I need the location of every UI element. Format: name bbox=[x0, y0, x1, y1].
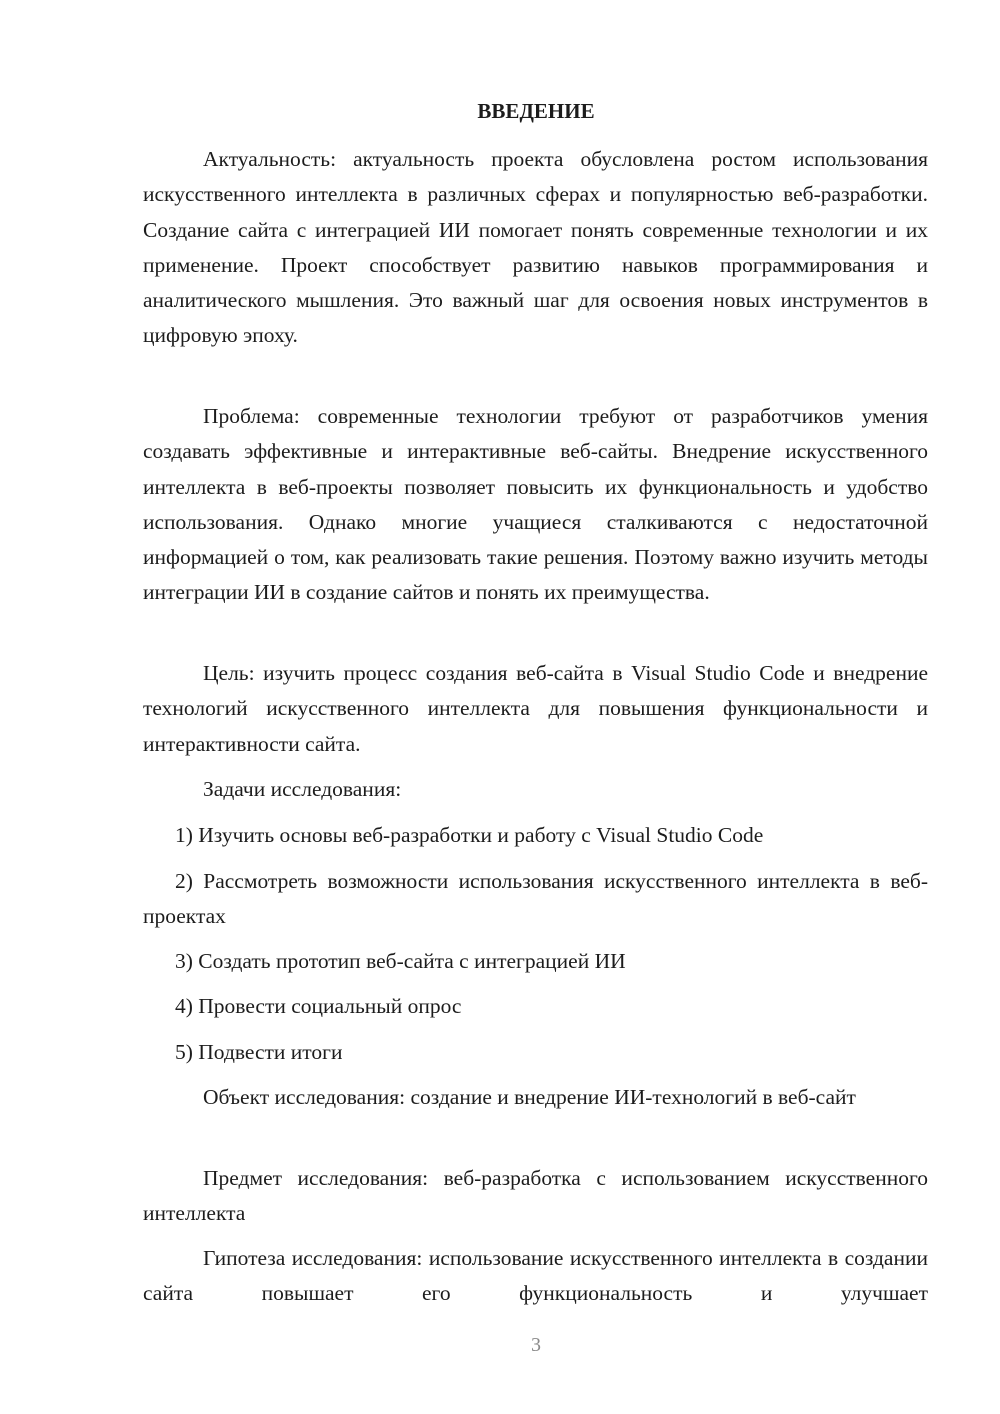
task-item-3: 3) Создать прототип веб-сайта с интеграцией ИИ bbox=[175, 949, 626, 973]
page-number: 3 bbox=[531, 1334, 541, 1356]
task-item-1: 1) Изучить основы веб-разработки и работу с Visual Studio Code bbox=[175, 823, 764, 847]
paragraph-tasks-heading: Задачи исследования: bbox=[203, 777, 402, 801]
task-item-3-wrap bbox=[143, 944, 928, 979]
object-wrap bbox=[143, 1080, 928, 1115]
body-text-4 bbox=[143, 772, 928, 807]
paragraph-hypothesis: Гипотеза исследования: использование искусственного интеллекта в создании сайта повышает его функциональность и улучшает bbox=[143, 1246, 928, 1306]
paragraph-goal: Цель: изучить процесс создания веб-сайта в Visual Studio Code и внедрение технологий искусственного интеллекта для повышения функциональности и интерактивности сайта. bbox=[143, 661, 928, 756]
subject-wrap bbox=[143, 1161, 928, 1232]
task-item-4-wrap bbox=[143, 989, 928, 1024]
task-item-1-wrap bbox=[143, 818, 928, 853]
task-item-2: 2) Рассмотреть возможности использования искусственного интеллекта в веб-проектах bbox=[143, 869, 928, 929]
hypothesis-wrap bbox=[143, 1241, 928, 1312]
paragraph-object: Объект исследования: создание и внедрение ИИ-технологий в веб-сайт bbox=[203, 1085, 856, 1109]
body-text-3 bbox=[143, 656, 928, 762]
task-item-4: 4) Провести социальный опрос bbox=[175, 994, 462, 1018]
paragraph-relevance: Актуальность: актуальность проекта обусловлена ростом использования искусственного интеллекта в различных сферах и популярностью веб-разработки. Создание сайта с интеграцией ИИ помогает понять современные технологии и их применение. Проект способствует развитию навыков программирования и аналитического мышления. Это важный шаг для освоения новых инструментов в цифровую эпоху. bbox=[143, 147, 928, 348]
paragraph-subject: Предмет исследования: веб-разработка с использованием искусственного интеллекта bbox=[143, 1166, 928, 1226]
task-item-5-wrap bbox=[143, 1035, 928, 1070]
paragraph-problem: Проблема: современные технологии требуют от разработчиков умения создавать эффективные и интерактивные веб-сайты. Внедрение искусственного интеллекта в веб-проекты позволяет повысить их функциональность и удобство использования. Однако многие учащиеся сталкиваются с недостаточной информацией о том, как реализовать такие решения. Поэтому важно изучить методы интеграции ИИ в создание сайтов и понять их преимущества. bbox=[143, 404, 928, 605]
task-item-2-wrap bbox=[143, 864, 928, 935]
body-text-1 bbox=[143, 142, 928, 354]
section-title: ВВЕДЕНИЕ bbox=[477, 99, 595, 123]
task-item-5: 5) Подвести итоги bbox=[175, 1040, 343, 1064]
body-text-2 bbox=[143, 399, 928, 611]
